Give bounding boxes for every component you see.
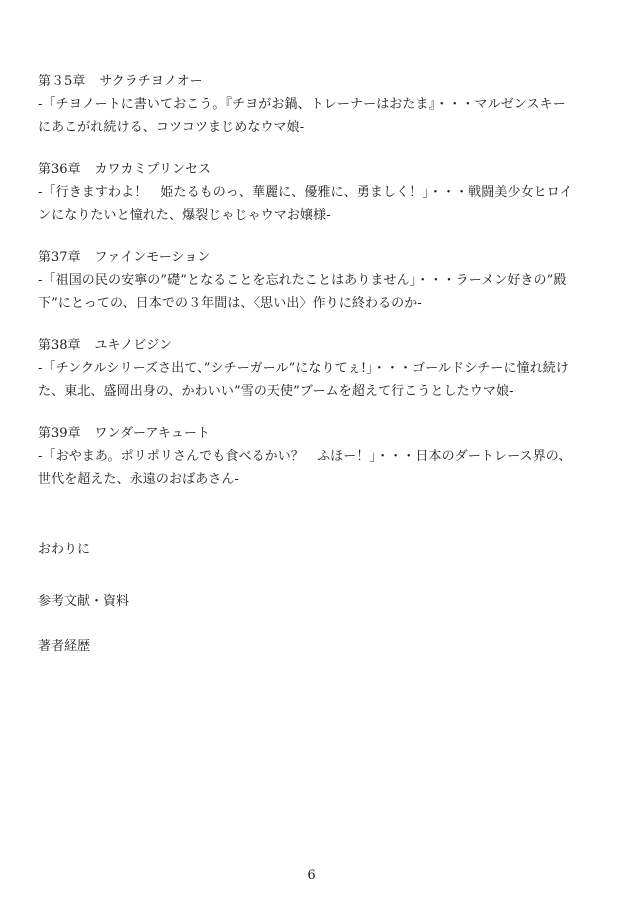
chapter-number: 第37章 bbox=[38, 250, 81, 265]
description-line: -「チンクルシリーズさ出て、”シチーガール”になりてぇ!」・・・ゴールドシチーに憧れ続け bbox=[38, 361, 569, 376]
chapter-entry-39 bbox=[38, 422, 598, 491]
table-of-contents bbox=[38, 70, 598, 510]
description-line: にあこがれ続ける、コツコツまじめなウマ娘- bbox=[38, 120, 305, 135]
chapter-description bbox=[38, 269, 598, 315]
chapter-heading bbox=[38, 334, 598, 357]
chapter-heading bbox=[38, 158, 598, 181]
description-line: -「おやまあ。ポリポリさんでも食べるかい？ ふほー！」・・・日本のダートレース界の、 bbox=[38, 449, 572, 464]
chapter-description bbox=[38, 93, 598, 139]
description-line: ンになりたいと憧れた、爆裂じゃじゃウマお嬢様- bbox=[38, 208, 331, 223]
description-line: -「祖国の民の安寧の”礎”となることを忘れたことはありません」・・・ラーメン好きの”殿 bbox=[38, 273, 567, 288]
chapter-entry-35 bbox=[38, 70, 598, 139]
chapter-entry-36 bbox=[38, 158, 598, 227]
description-line: 下”にとっての、日本での３年間は、〈思い出〉作りに終わるのか- bbox=[38, 296, 422, 311]
chapter-name: ファインモーション bbox=[94, 250, 211, 265]
chapter-description bbox=[38, 181, 598, 227]
author-profile-entry: 著者経歴 bbox=[38, 639, 91, 654]
description-line: -「チヨノートに書いておこう。『チヨがお鍋、トレーナーはおたま』・・・マルゼンスキー bbox=[38, 97, 566, 112]
chapter-number: 第36章 bbox=[38, 162, 81, 177]
description-line: 世代を超えた、永遠のおばあさん- bbox=[38, 472, 239, 487]
description-line: た、東北、盛岡出身の、かわいい”雪の天使”ブームを超えて行こうとしたウマ娘- bbox=[38, 384, 514, 399]
description-line: -「行きますわよ！ 姫たるものっ、華麗に、優雅に、勇ましく！」・・・戦闘美少女ヒロイ bbox=[38, 185, 573, 200]
chapter-name: サクラチヨノオー bbox=[99, 74, 203, 89]
references-entry: 参考文献・資料 bbox=[38, 594, 130, 609]
chapter-number: 第39章 bbox=[38, 426, 81, 441]
chapter-name: ユキノビジン bbox=[94, 338, 172, 353]
chapter-heading bbox=[38, 70, 598, 93]
chapter-description bbox=[38, 445, 598, 491]
chapter-heading bbox=[38, 246, 598, 269]
page-number: 6 bbox=[307, 868, 316, 883]
chapter-name: カワカミプリンセス bbox=[94, 162, 212, 177]
chapter-entry-37 bbox=[38, 246, 598, 315]
chapter-number: 第３5章 bbox=[38, 74, 86, 89]
chapter-entry-38 bbox=[38, 334, 598, 403]
chapter-description bbox=[38, 357, 598, 403]
chapter-heading bbox=[38, 422, 598, 445]
chapter-number: 第38章 bbox=[38, 338, 81, 353]
chapter-name: ワンダーアキュート bbox=[94, 426, 210, 441]
afterword-entry: おわりに bbox=[38, 542, 91, 557]
